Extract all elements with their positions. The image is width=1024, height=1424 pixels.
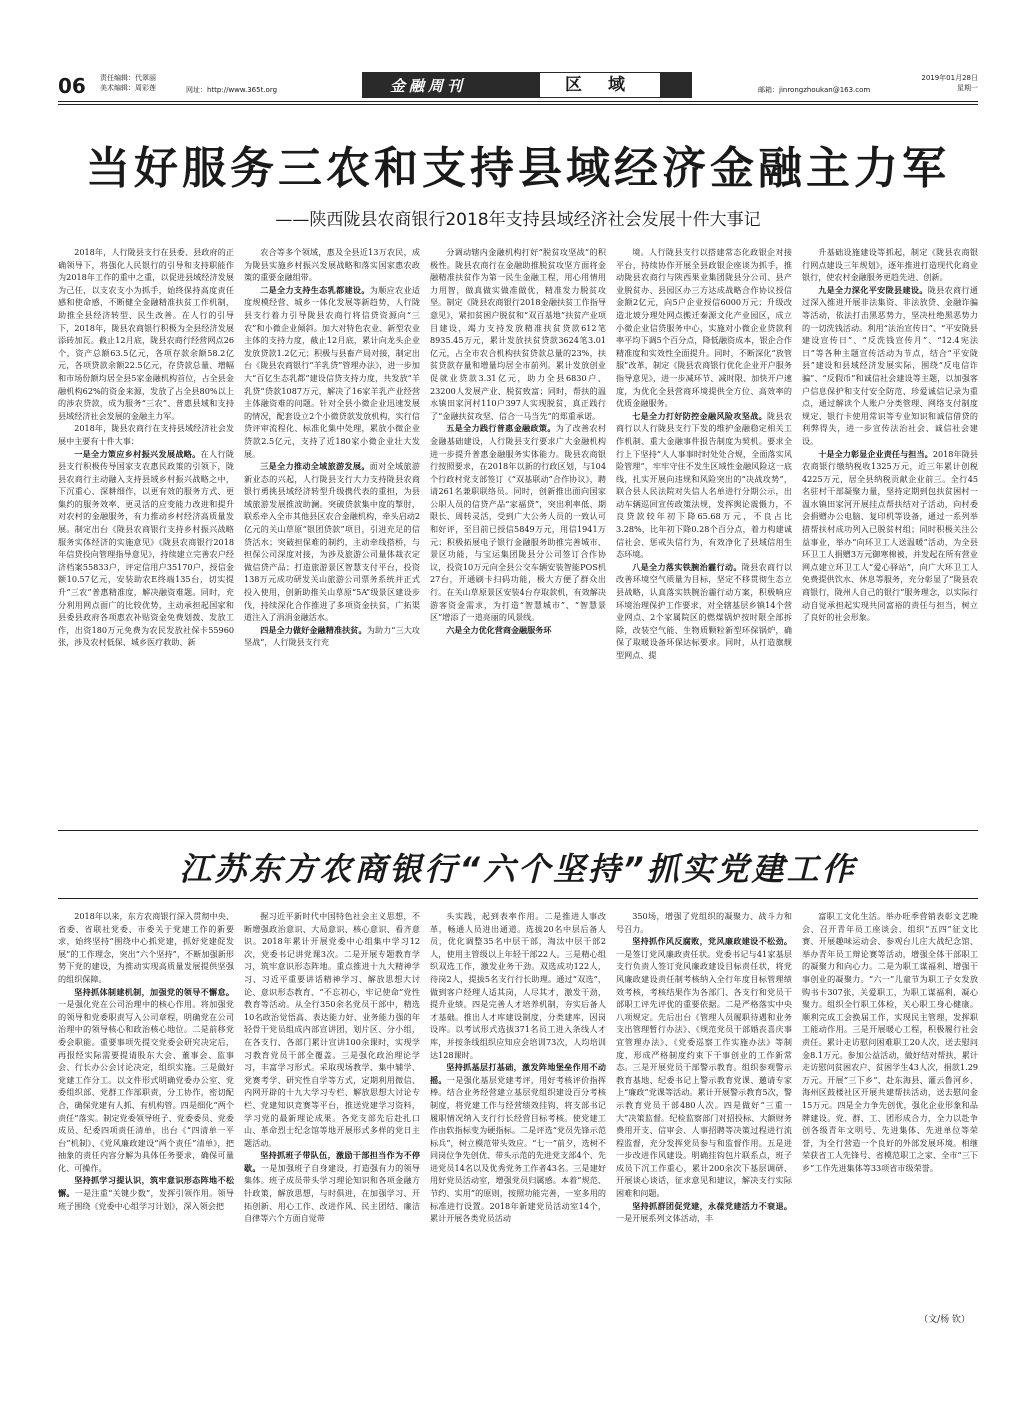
body-text: 握习近平新时代中国特色社会主义思想，不断增强政治意识、大局意识、核心意识、看齐意识。2018年累计开展党委中心组集中学习12次，党委书记讲党课3次。二是开展专题教育学习，筑牢意识形态阵地。重点推进十九大精神学习、习近平重要讲话精神学习、解放思想大讨论、意识形态教育、“不忘初心，牢记使命”党性教育等活动。从全行350余名党员干部中，精选10名政治觉悟高、表达能力好、业务能力强的年轻骨干党员组成内部宣讲团，划片区、分小组，在各支行、各部门累计宣讲100余课时，实现学习教育党员干部全覆盖。三是强化政治理论学习，丰富学习形式。采取现场教学、集中辅学、党赛考学、研究性自学等方式，定期利用微信、内网开辟的十九大学习专栏、解放思想大讨论专栏、党建知识竞赛等平台，推送党建学习资料，学习党的最新理论成果。各党支部先后赴扎口山、革命烈士纪念馆等地开展形式多样的党日主题活动。 [244,911,420,1148]
body-text: 2018年，陇县农商行在支持县域经济社会发展中主要有十件大事： [58,423,234,446]
body-text: 升基础设施建设等抓起，制定《陇县农商银行网点建设三年规划》，逐年推进打造现代化商业银行，使农村金融服务更趋先进、创新。 [802,247,978,283]
paragraph [430,422,606,624]
body-text: 富职工文化生活。举办旺季营销表彰文艺晚会、召开青年员工座谈会、组织“五四”征文比赛、开展趣味运动会、参观台儿庄大战纪念馆、举办青年员工辩论赛等活动，增强全体干部职工的凝聚力和向心力。二是为职工谋福利、增强干事创业的凝聚力。“六一”儿童节为职工子女发放购书卡307张，关爱职工，为职工谋福利，凝心聚力。组织全行职工体检，关心职工身心健康。顺利完成工会换届工作，实现民主管理，发挥职工能动作用。三是开展暖心工程，积极履行社会责任。累计走访慰问困难职工20人次，送去慰问金8.1万元。参加公益活动，做好结对帮扶，累计走访慰问贫困农户、贫困学生43人次，捐款1.29万元。开展“三下乡”、赴东海县、灌云鲁河乡、海州区鼓楼社区开展共建帮扶活动，送去慰问金15万元。四是全力争先创优，强化企业形象和品牌建设。党、群、工、团形成合力，全力以赴争创各级青年文明号、先进集体、先进单位等荣誉，为全行营造一个良好的外部发展环境。相继荣获省工人先锋号、省模范职工之家、全市“三下乡”工作先进集体等33项省市级荣誉。 [802,911,978,1173]
issue-date-block [921,73,978,93]
text-column [802,910,978,1340]
body-text: 2018年，人行陇县支行在县委、县政府的正确领导下，将强化人民银行的引导和支持职能作为2018年工作的重中之重，以促进县域经济发展为己任，以支农支小为抓手，始终保持高度责任感和使命感，不断健全金融精准扶贫工作机制，助推全县经济转型、民生改善。在人行的引导下，2018年，陇县农商银行积极为全县经济发展添砖加瓦。截止12月底，陇县农商行经营网点26个，资产总额63.5亿元，各项存款余额58.2亿元，各项贷款余额22.5亿元，存贷款总量、增幅和市场份额均居全县5家金融机构首位，占全县金融机构62%的资金来源，发放了占全县80%以上的涉农贷款，成为服务“三农”、普惠县域和支持县域经济社会发展的金融主力军。 [58,247,234,421]
paragraph [244,246,420,284]
website-link[interactable]: 网址：http://www.365t.org [186,86,278,94]
section-heading: 四是全力做好金融精准扶贫。 [260,624,367,635]
section-name: 区 域 [540,73,660,97]
article-2-author: （文/杨 钦） [919,1315,970,1325]
editor-line: 责任编辑：代翠丽 [100,74,156,82]
paragraph [58,448,234,650]
paragraph [802,246,978,284]
body-text: 陇县农商行通过深入推进开展非法集资、非法放贷、金融诈骗等活动，依法打击黑恶势力，坚决杜绝黑恶势力的一切洗钱活动。利用“法治宣传日”、“平安陇县建设宣传日”、“反洗钱宣传月”、“12.4宪法日”等各种主题宣传活动为节点，结合“平安陇县”建设和县域经济发展实际，围绕“反电信诈骗”、“反假币”和诚信社会建设等主题，以加强客户信息保护和支付安全防范、珍爱诚信记录为重点，通过解读个人账户分类管理、网络支付制度规定、银行卡使用常识等专业知识和诚信借贷的利弊得失，进一步宣传法治社会、诚信社会建设。 [802,284,978,446]
article-divider [58,830,978,831]
header-rule-thin [58,104,978,105]
section-heading: 二是全力支持生态乳都建设。 [260,284,370,295]
paragraph [616,410,792,561]
body-text: 一是签订党风廉政责任状。党委书记与41家基层支行负责人签订党风廉政建设目标责任状，将党风廉政建设责任制考核纳入全行年度目标管理绩效考核，考核结果作为各部门、各支行和党员干部职工评先评优的重要依据。二是严格落实中央八项规定。先后出台《管理人员履职待遇和业务支出管理暂行办法》、《规范党员干部婚丧喜庆事宜管理办法》、《党委巡察工作实施办法》等制度，形成严格制度约束下干事创业的工作新常态。三是开展党员干部警示教育。组织参观警示教育基地、纪委书记上警示教育党课、邀请专家上“廉政”党课等活动。累计开展警示教育5次，警示教育党员干部480人次。四是做好“三重一大”决策监督。纪检监察部门对招投标、大额财务费用开支、信审会、人事招聘等决策过程进行流程监督，充分发挥党员参与和监督作用。五是进一步改进作风建设。明确挂钩包片联系点，班子成员下沉工作重心，累计200余次下基层调研、开展谈心谈话，征求意见和建议，解决支行实际困难和问题。 [616,948,792,1199]
text-column [244,910,420,1340]
article-2-body [58,910,978,1340]
paragraph [244,910,420,1149]
section-heading: 坚持抓学习提认识，筑牢意识形态阵地不松懈。 [58,1175,234,1199]
section-heading: 三是全力推动全域旅游发展。 [260,461,370,472]
paragraph [802,910,978,1174]
section-heading: 七是全力打好防控金融风险攻坚战。 [632,410,768,421]
art-editor-line: 美术编辑：周彩莲 [100,84,156,92]
text-column [58,910,234,1340]
paragraph [616,246,792,410]
article-2-title-rule [58,898,978,899]
section-heading: 坚持抓作风反腐败，党风廉政建设不松劲。 [632,936,792,947]
section-heading: 一是全力策应乡村振兴发展战略。 [74,448,201,459]
header-rule [58,101,978,102]
paragraph [616,561,792,662]
text-column [430,910,606,1340]
section-heading: 八是全力落实铁腕治霾行动。 [632,561,742,572]
body-text: 在人行陇县支行积极传导国家支农惠民政策的引领下，陇县农商行主动融入支持县域乡村振兴战略之中，下沉重心、深耕细作，以更有效的服务方式、更集约的服务效率、更灵活的应变能力改进和提升对农村的金融服务，有力推动乡村经济高质量发展。制定出台《陇县农商银行支持乡村振兴战略服务实体经济的实施意见》《陇县农商银行2018年信贷投向管理指导意见》，持续建立完善农户经济档案55833户，评定信用户35170户，授信金额10.57亿元，安装助农E终端135台，切实提升“三农”普惠精准度，解决融资难题。同时，充分利用网点面广的比较优势，主动承担起国家和县委县政府各项惠农补贴资金免费划拨、发放工作，出资180万元免费为农民发放社保卡55960张，涉及农村低保、城乡医疗救助、新 [58,448,234,648]
body-text: 陇县农商行以人行陇县支行下发的维护金融稳定相关工作机制、重大金融事件报告制度为契机。要求全行上下坚持“人人事事时时处处合规，全面落实风险管理”，牢牢守住不发生区域性金融风险这一底线，扎实开展向违规和风险突出的“决战攻势”，联合县人民法院对失信人名单进行分期公示，出动车辆巡回宣传政策法规，发挥舆论震慑力，不良贷款较年初下降65.68万元，不良占比3.28%，比年初下降0.28个百分点，着力构建诚信社会、惩戒失信行为，有效净化了县域信用生态环境。 [616,410,792,560]
text-column [616,246,792,814]
issue-weekday: 星期一 [957,84,978,92]
body-text: 一是加强班子自身建设，打造强有力的领导集体。班子成员带头学习理论知识和各项金融方针政策，解放思想，与时俱进，在加强学习、开拓创新、用心工作、改进作风、民主团结、廉洁自律等六个方面自觉带 [244,1162,420,1224]
body-text: 2018年陇县农商银行缴纳税收1325万元，近三年累计创税4225万元，居全县纳税贡献企业前三。全行45名驻村干部凝聚力量，坚持定期到包扶贫困村一温水镇田家河开展挂点帮扶结对子活动，向村委会捐赠办公电脑、复印机等设备，通过一系列举措帮扶村成功列入已脱贫村组；同时积极关注公益事业，举办“向环卫工人送温暖”活动，为全县环卫工人捐赠3万元御寒棉被，并发起在所有营业网点建立环卫工人“爱心驿站”，向广大环卫工人免费提供饮水、休息等服务，充分彰显了“陇县农商银行，陇州人自己的银行”服务理念，以实际行动自觉承担起实现共同富裕的责任与担当，树立了良好的社会形象。 [802,448,978,623]
paragraph [58,910,234,986]
section-heading: 五是全力践行普惠金融政策。 [446,423,556,434]
body-text: 为了改善农村金融基础建设，人行陇县支行要求广大金融机构进一步提升普惠金融服务实体能力。陇县农商银行按照要求，在2018年以新的行政区划，与104个行政村党支部签订《“双基联动”合作协议》，聘请261名兼职联络员。同时，创新推出面向国家公职人员的信贷产品“家福贷”，突出利率低、期限长、周转灵活，受到广大公务人员的一致认可和好评，至目前已授信5849万元，用信1941万元；积极拓展电子银行金融服务助推完善城市、景区功能，与宝运集团陇县分公司签订合作协议，投资10万元向全县公交车辆安装智能POS机27台，开通刷卡扫码功能，极大方便了群众出行。在关山草原景区安装4台存取款机，有效解决游客资金需求，为打造“智慧城市”、“智慧景区”增添了一道亮丽的风景线。 [430,423,606,623]
body-text: 一是强化基层党建考评，用好考核评价指挥棒。结合业务经营建立基层党组织建设百分考核制度，将党建工作与经营绩效挂钩，将支部书记履职情况纳入支行行长经营目标考核。使党建工作由软指标变为硬指标。二是评选“党员先锋示范标兵”，树立模范带头效应。“七一”前夕，选树不同岗位争先创优、带头示范的先进党支部4个、先进党员14名以及优秀党务工作者43名。三是建好用好党员活动室，增强党员归属感。本着“规范、节约、实用”的原则，按照功能完善，一室多用的标准进行设置。2018年新建党员活动室14个，累计开展各类党员活动 [430,1074,606,1224]
body-text: 为顺应农业适度规模经营、城乡一体化发展等新趋势，人行陇县支行着力引导陇县农商行将信贷资源向“三农”和小微企业倾斜。加大对特色农业、新型农业主体的支持力度，截止12月底，累计向龙头企业发放贷款1.2亿元；积极与县畜产局对接，制定出台《陇县农商银行“羊乳贷”管理办法》，进一步加大“百亿生态乳都”建设信贷支持力度，共发放“羊乳贷”贷款1087万元，解决了16家羊乳产业经营主体融资难的问题。针对全县小微企业迅速发展的情况，配套设立2个小微贷款发放机构，实行信贷评审流程化、标准化集中处理，累放小微企业贷款2.5亿元，支持了近180家小微企业壮大发展。 [244,284,420,459]
body-text: 农合等多个领域，惠及全县近13万农民，成为陇县实施乡村振兴发展战略和落实国家惠农政策的重要金融组带。 [244,247,420,283]
paragraph [430,246,606,422]
text-column [616,910,792,1340]
paragraph [616,1200,792,1225]
body-text: 一是开展系列文体活动，丰 [616,1213,714,1224]
page-number: 06 [58,74,86,98]
paragraph [244,460,420,624]
paragraph [244,624,420,649]
section-banner [362,72,692,98]
body-text: 为助力“三大攻坚战”，人行陇县支行充 [244,624,420,648]
section-heading: 坚持抓基层打基础，激发阵地堡垒作用不动摇。 [430,1062,606,1085]
article-1-body [58,246,978,814]
paper-name: 金融周刊 [390,77,467,95]
article-1-title: 当好服务三农和支持县域经济金融主力军 [86,143,950,194]
paragraph [802,448,978,624]
paragraph [430,624,606,637]
article-2-title: 江苏东方农商银行“六个坚持”抓实党建工作 [179,850,857,888]
paragraph [616,910,792,935]
editor-credits [100,73,156,93]
paragraph [244,1149,420,1225]
issue-date: 2019年01月28日 [921,74,978,82]
section-heading: 坚持抓班子带队伍，激励干部担当作为不停歇。 [244,1150,420,1173]
section-heading: 六是全力优化营商金融服务环 [446,624,552,635]
text-column [244,246,420,814]
body-text: 面对全域旅游新业态的兴起，人行陇县支行大力支持陇县农商银行勇挑县域经济转型升级携代表的重担，为县域旅游发展推波助澜。突破贷款集中度的掣肘，联系牵入全市其他县区农合金融机构，牵头启动2亿元的关山草原“银团贷款”项目，引进充足的信贷活水；突破担保难的制约，主动牵线搭桥，与担保公司深度对接，为涉及旅游公司量体裁衣定做信贷产品；打造旅游景区智慧支付平台，投资138万元成功研发关山旅游公司票务系统并正式投入使用，创新助推关山草原“5A”级景区建设步伐，持续深化合作推进了多项资金扶贫，广拓渠道注入了涓涓金融活水。 [244,461,420,623]
paragraph [58,422,234,447]
body-text: 陇县农商行以改善环境空气质量为目标，坚定不移贯彻生态立县战略，认真落实铁腕治霾行动方案，积极响应环境治理保护工作要求，对全辖基层乡镇14个营业网点、2个家属院区的燃煤锅炉按时限全部拆除，改装空气能、生物质颗粒新型环保锅炉，确保了取暖设备环保达标要求。同时，从打造旗舰型网点、提 [616,561,792,660]
body-text: 350场，增强了党组织的凝聚力、战斗力和号召力。 [616,911,792,934]
body-text: 2018年以来，东方农商银行深入贯彻中央、省委、省联社党委、市委关于党建工作的新要求，始终坚持“围绕中心抓党建，抓好党建促发展”的工作理念，突出“六个坚持”，不断加强新形势下党的建设，为推动实现高质量发展提供坚强的组织保障。 [58,911,234,984]
paragraph [58,246,234,422]
text-column [430,246,606,814]
section-heading: 十是全力彰显企业责任与担当。 [818,448,933,459]
text-column [58,246,234,814]
paragraph [802,284,978,448]
email-address[interactable]: 邮箱：jinrongzhoukan@163.com [758,86,871,94]
section-heading: 九是全力深化平安陇县建设。 [818,284,928,295]
paragraph [58,986,234,1175]
body-text: 一是强化党在公司治理中的核心作用。将加强党的领导和党委职责写入公司章程，明确党在公司治理中的领导核心和政治核心地位。二是前移党委会职能。重要事项先提交党委会研究决定后，再报经实际需要提请股东大会、董事会、监事会、行长办公会讨论决定，组织实施。三是做好党建工作分工。以文件形式明确党委办公室、党委组织部、党群工作部职责，分工协作，密切配合，确保党建有人抓、有机构管。四是细化“两个责任”落实。制定党委领导班子、党委委员、党委成员、纪委四项责任清单，出台《“四清单一平台”机制》、《党风廉政建设“两个责任”清单》，把抽象的责任内容分解为具体任务要求，确保可量化、可操作。 [58,999,234,1173]
paragraph [430,1061,606,1225]
article-1-subtitle: ——陕西陇县农商银行2018年支持县域经济社会发展十件大事记 [275,210,761,230]
paragraph [244,284,420,460]
section-heading: 坚持抓体制建机制，加强党的领导不懈怠。 [74,986,234,997]
body-text: 一是注重“关键少数”，发挥引领作用。领导班子围绕《党委中心组学习计划》，深入领会把 [58,1188,234,1211]
paragraph [430,910,606,1061]
body-text: 分调动辖内金融机构打好“脱贫攻坚战”的积极性。陇县农商行在金融助推脱贫攻坚方面将金融精准扶贫作为第一民生金融工程，用心用情用力用智，做真做实做准做优，精准发力脱贫攻坚。制定《陇县农商银行2018金融扶贫工作指导意见》，紧扣贫困户脱贫和“双百基地”扶贫产业项目建设，竭力支持发放精准扶贫贷款612笔8935.45万元，累计发放扶贫贷款3624笔3.01亿元，占全市农合机构扶贫贷款总量的23%，扶贫贷款存量和增量均居全市前列。累计发放创业促就业贷款3.31亿元，助力全县6830户、23200人发展产业、脱贫致富；同时，帮扶的温水镇田家河村110户397人实现脱贫，真正践行了“金融扶贫攻坚、信合一马当先”的郑重承诺。 [430,247,606,421]
body-text: 头实践，起到表率作用。二是推进人事改革，畅通人员进出通道。选拔20名中层后备人员，优化调整35名中层干部，淘汰中层干部2人，使用主管级以上年轻干部22人。三是精心组织双选工作，激发业务干劲。双选成功122人，待岗2人，提拔5名支行行长助理。通过“双选”，做到客户经理人适其岗，人尽其才，激发干劲，提升业绩。四是完善人才培养机制，夯实后备人才基础。推出人才库建设制度，分类建库，因岗设库。以考试形式选拔371名员工进入条线人才库，并按条线组织应知应会培训73次，人均培训达128课时。 [430,911,606,1060]
text-column [802,246,978,814]
body-text: 境。人行陇县支行以搭建常态化政银企对接平台，持续协作开展全县政银企座谈为抓手，推动陇县农商行与陕西果业集团陇县分公司、县产业脱贫办、县园区办三方达成战略合作协议授信金额2亿元，向5户企业授信6000万元；升级改造北坡分理处网点搬迁秦源文化产业园区，成立小微企业信贷服务中心，实施对小微企业贷款利率平均下调5个百分点，降低融资成本，银企合作精准度和实效性全面提升。同时，不断深化“放管服”改革，制定《陇县农商银行优化企业开户服务指导意见》，进一步减环节、减时限、加快开户速度，为优化全县营商环境提供全方位、高效率的优质金融服务。 [616,247,792,409]
paragraph [616,935,792,1199]
paragraph [58,1174,234,1212]
section-heading: 坚持抓群团促党建，永葆党建活力不衰退。 [632,1200,792,1211]
